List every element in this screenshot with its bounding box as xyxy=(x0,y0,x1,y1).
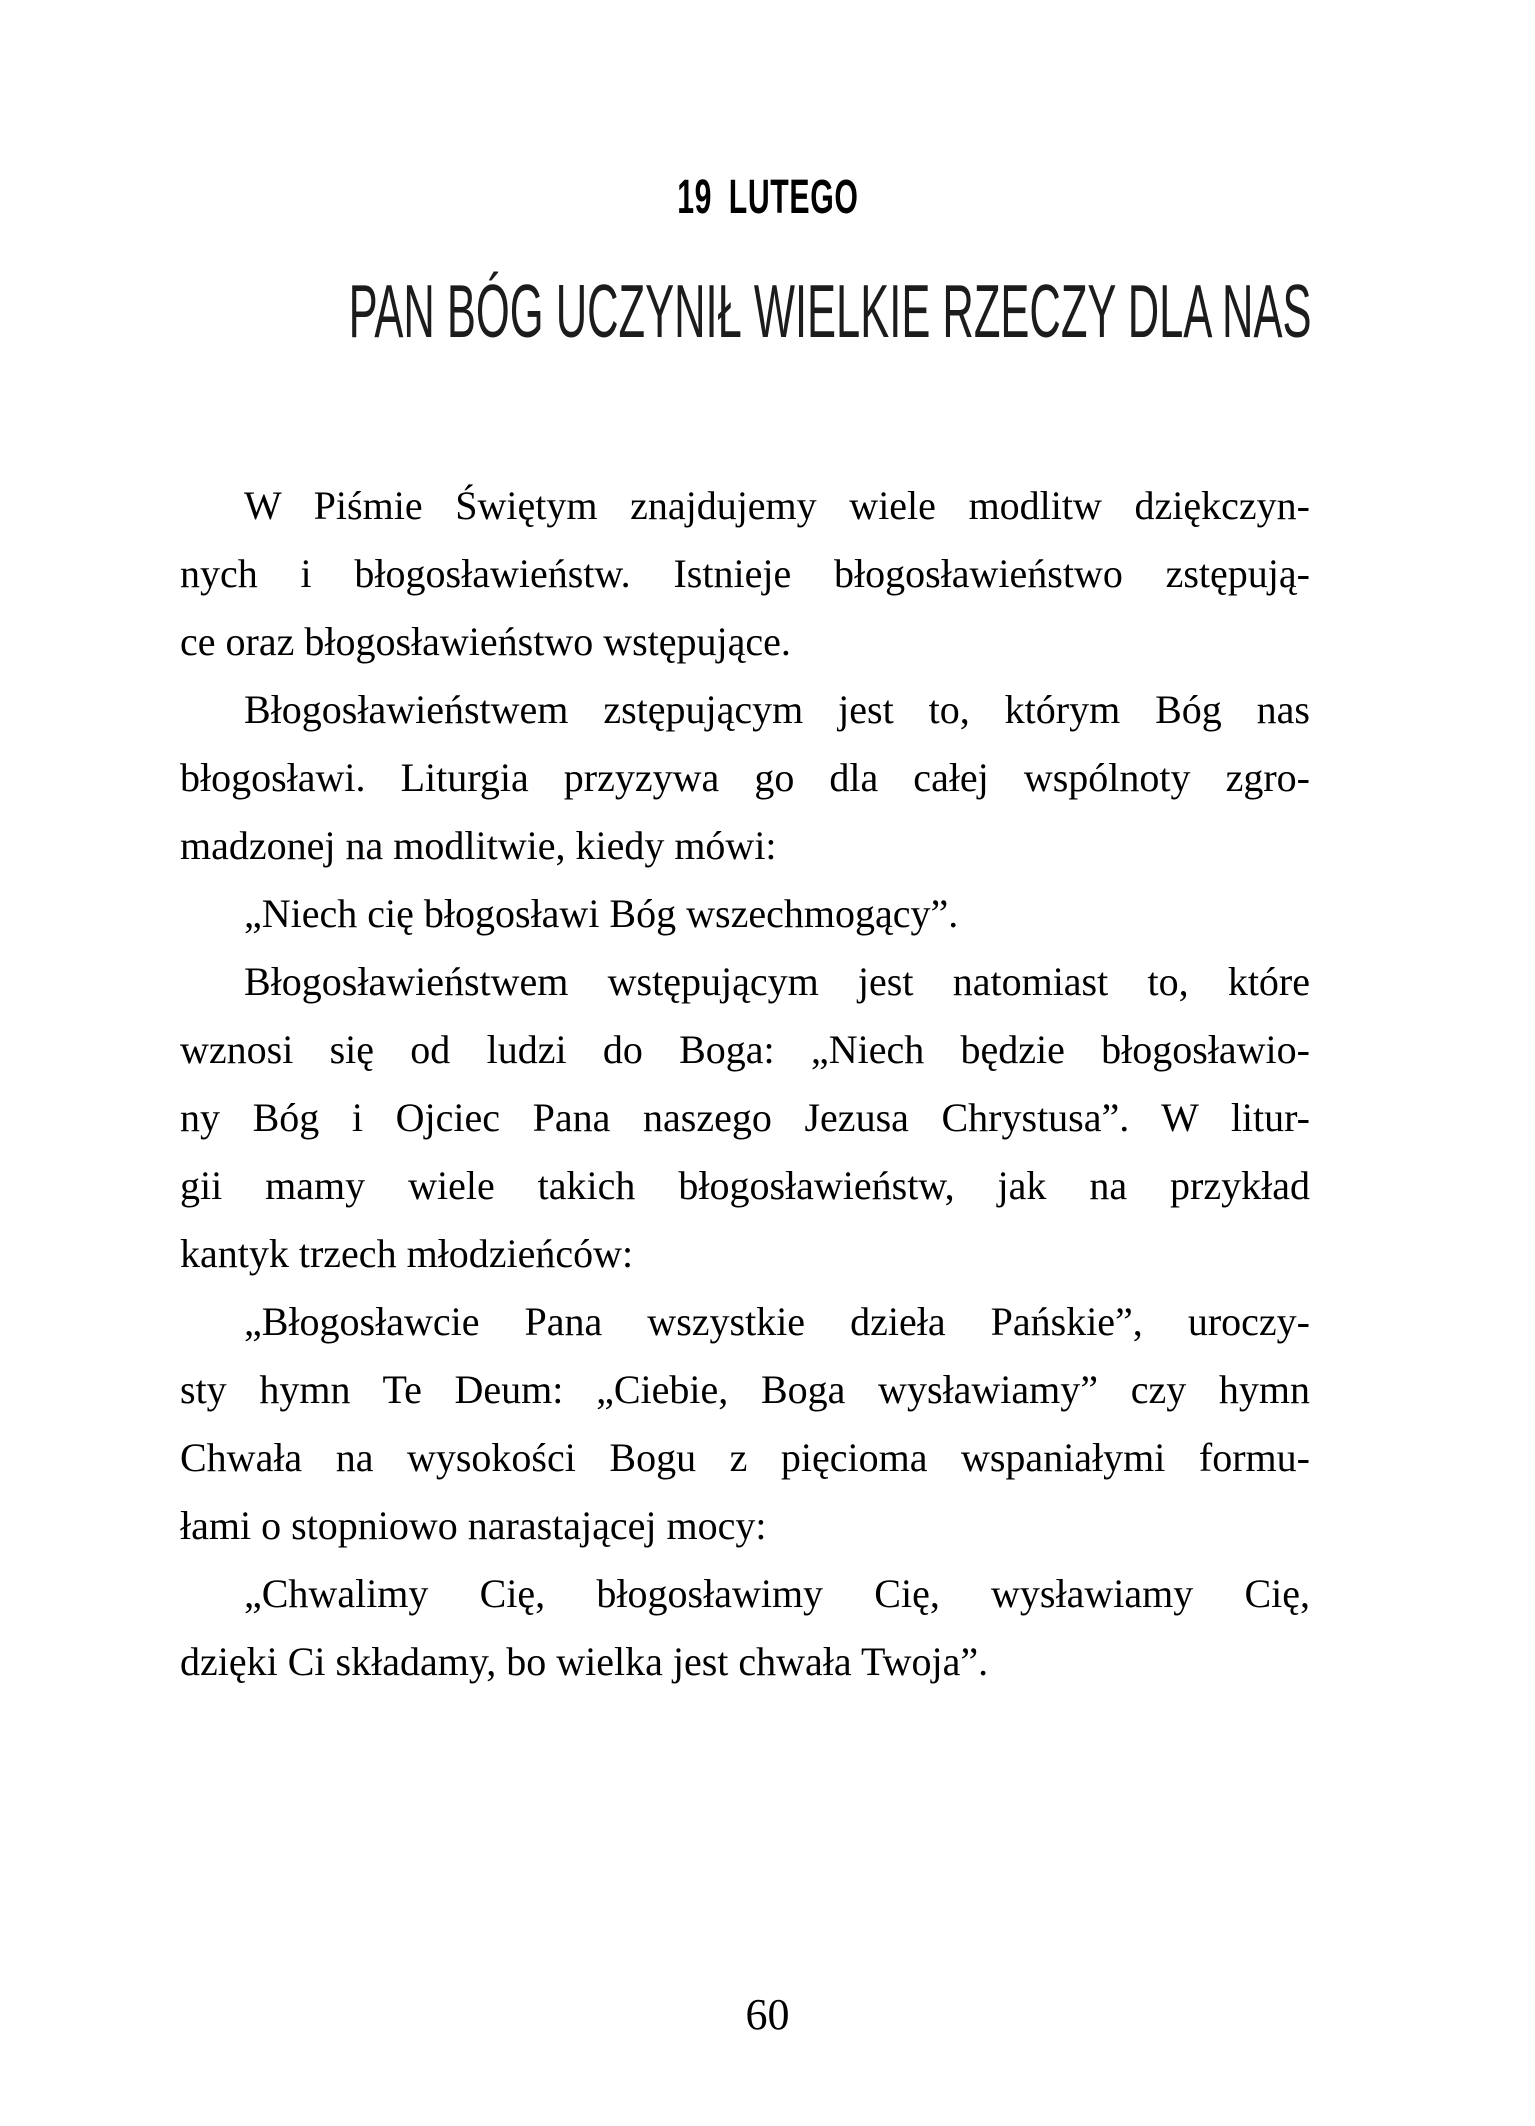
body-text xyxy=(180,472,1310,1696)
text-line: Błogosławieństwem wstępującym jest natomiast to, które xyxy=(244,959,1310,1004)
paragraph-1 xyxy=(180,472,1310,676)
text-line: madzonej na modlitwie, kiedy mówi: xyxy=(180,823,777,868)
text-line: nych i błogosławieństw. Istnieje błogosławieństwo zstępują- xyxy=(180,551,1310,596)
paragraph-5 xyxy=(180,1288,1310,1560)
page-title xyxy=(0,269,1535,364)
page-number: 60 xyxy=(745,1990,790,2039)
text-line: „Błogosławcie Pana wszystkie dzieła Pańskie”, uroczy- xyxy=(244,1299,1310,1344)
paragraph-2 xyxy=(180,676,1310,880)
paragraph-3 xyxy=(180,880,1310,948)
text-line: dzięki Ci składamy, bo wielka jest chwała Twoja”. xyxy=(180,1639,989,1684)
paragraph-4 xyxy=(180,948,1310,1288)
text-line: kantyk trzech młodzieńców: xyxy=(180,1231,634,1276)
text-line: gii mamy wiele takich błogosławieństw, jak na przykład xyxy=(180,1163,1310,1208)
text-line: wznosi się od ludzi do Boga: „Niech będzie błogosławio- xyxy=(180,1027,1310,1072)
text-line: błogosławi. Liturgia przyzywa go dla całej wspólnoty zgro- xyxy=(180,755,1310,800)
date-heading xyxy=(0,171,1535,233)
paragraph-6 xyxy=(180,1560,1310,1696)
text-line: ny Bóg i Ojciec Pana naszego Jezusa Chrystusa”. W litur- xyxy=(180,1095,1310,1140)
text-line: „Niech cię błogosławi Bóg wszechmogący”. xyxy=(244,891,959,936)
text-line: „Chwalimy Cię, błogosławimy Cię, wysławiamy Cię, xyxy=(244,1571,1310,1616)
text-line: Chwała na wysokości Bogu z pięcioma wspaniałymi formu- xyxy=(180,1435,1310,1480)
text-line: Błogosławieństwem zstępującym jest to, którym Bóg nas xyxy=(244,687,1310,732)
date-heading-text: 19 LUTEGO xyxy=(676,171,859,224)
text-line: ce oraz błogosławieństwo wstępujące. xyxy=(180,619,791,664)
page-title-text: PAN BÓG UCZYNIŁ WIELKIE RZECZY DLA NAS xyxy=(348,269,1312,353)
text-line: łami o stopniowo narastającej mocy: xyxy=(180,1503,767,1548)
text-line: sty hymn Te Deum: „Ciebie, Boga wysławiamy” czy hymn xyxy=(180,1367,1310,1412)
text-line: W Piśmie Świętym znajdujemy wiele modlitw dziękczyn- xyxy=(244,483,1310,528)
